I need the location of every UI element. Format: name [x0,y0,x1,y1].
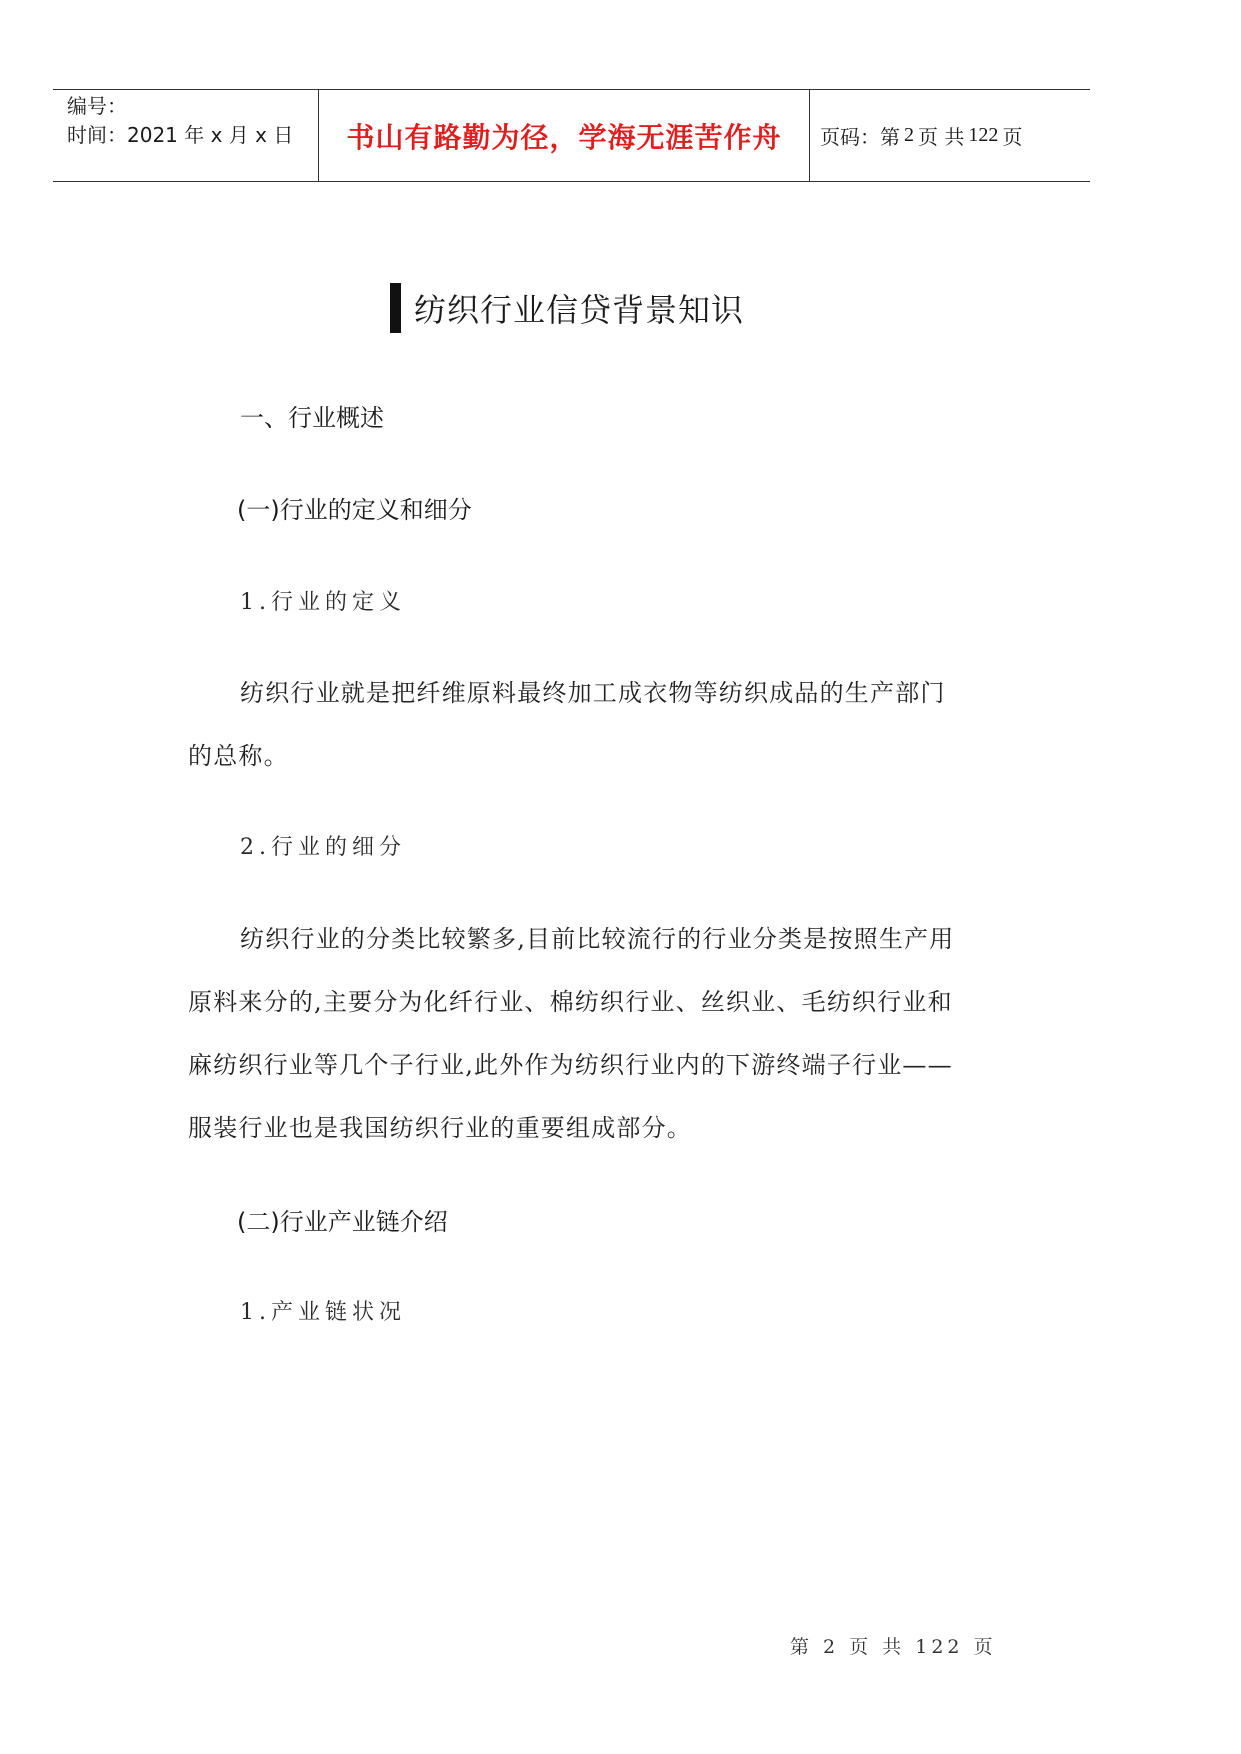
item-heading-1: 1.行业的定义 [240,590,406,615]
page-mid: 页 共 [918,125,965,149]
page-total: 122 [968,124,999,146]
header-motto: 书山有路勤为径，学海无涯苦作舟 [318,90,810,181]
page-header [53,89,1090,182]
subsection-heading-2: (二)行业产业链介绍 [237,1208,448,1236]
page-footer: 第 2 页 共 122 页 [790,1636,997,1658]
page-suffix: 页 [1002,125,1023,149]
subsection-heading-1: (一)行业的定义和细分 [237,496,472,524]
document-date-label: 时间：2021 年 x 月 x 日 [67,123,294,147]
paragraph-subdivision: 纺织行业的分类比较繁多,目前比较流行的行业分类是按照生产用原料来分的,主要分为化纤行业、棉纺织行业、丝织业、毛纺织行业和麻纺织行业等几个子行业,此外作为纺织行业内的下游终端子行业——服装行业也是我国纺织行业的重要组成部分。 [188,925,955,1142]
document-number-label: 编号： [67,94,127,118]
page-current: 2 [904,124,914,146]
header-page-info [810,90,1090,181]
document-title-block [390,283,744,333]
item-heading-2: 2.行业的细分 [240,835,406,860]
item-heading-3: 1.产业链状况 [240,1300,406,1325]
section-heading-1: 一、行业概述 [240,404,384,432]
paragraph-definition: 纺织行业就是把纤维原料最终加工成衣物等纺织成品的生产部门的总称。 [188,679,946,770]
page-prefix: 页码：第 [820,125,900,149]
title-marker [390,283,401,333]
document-title: 纺织行业信贷背景知识 [414,291,745,329]
header-meta [53,90,318,181]
